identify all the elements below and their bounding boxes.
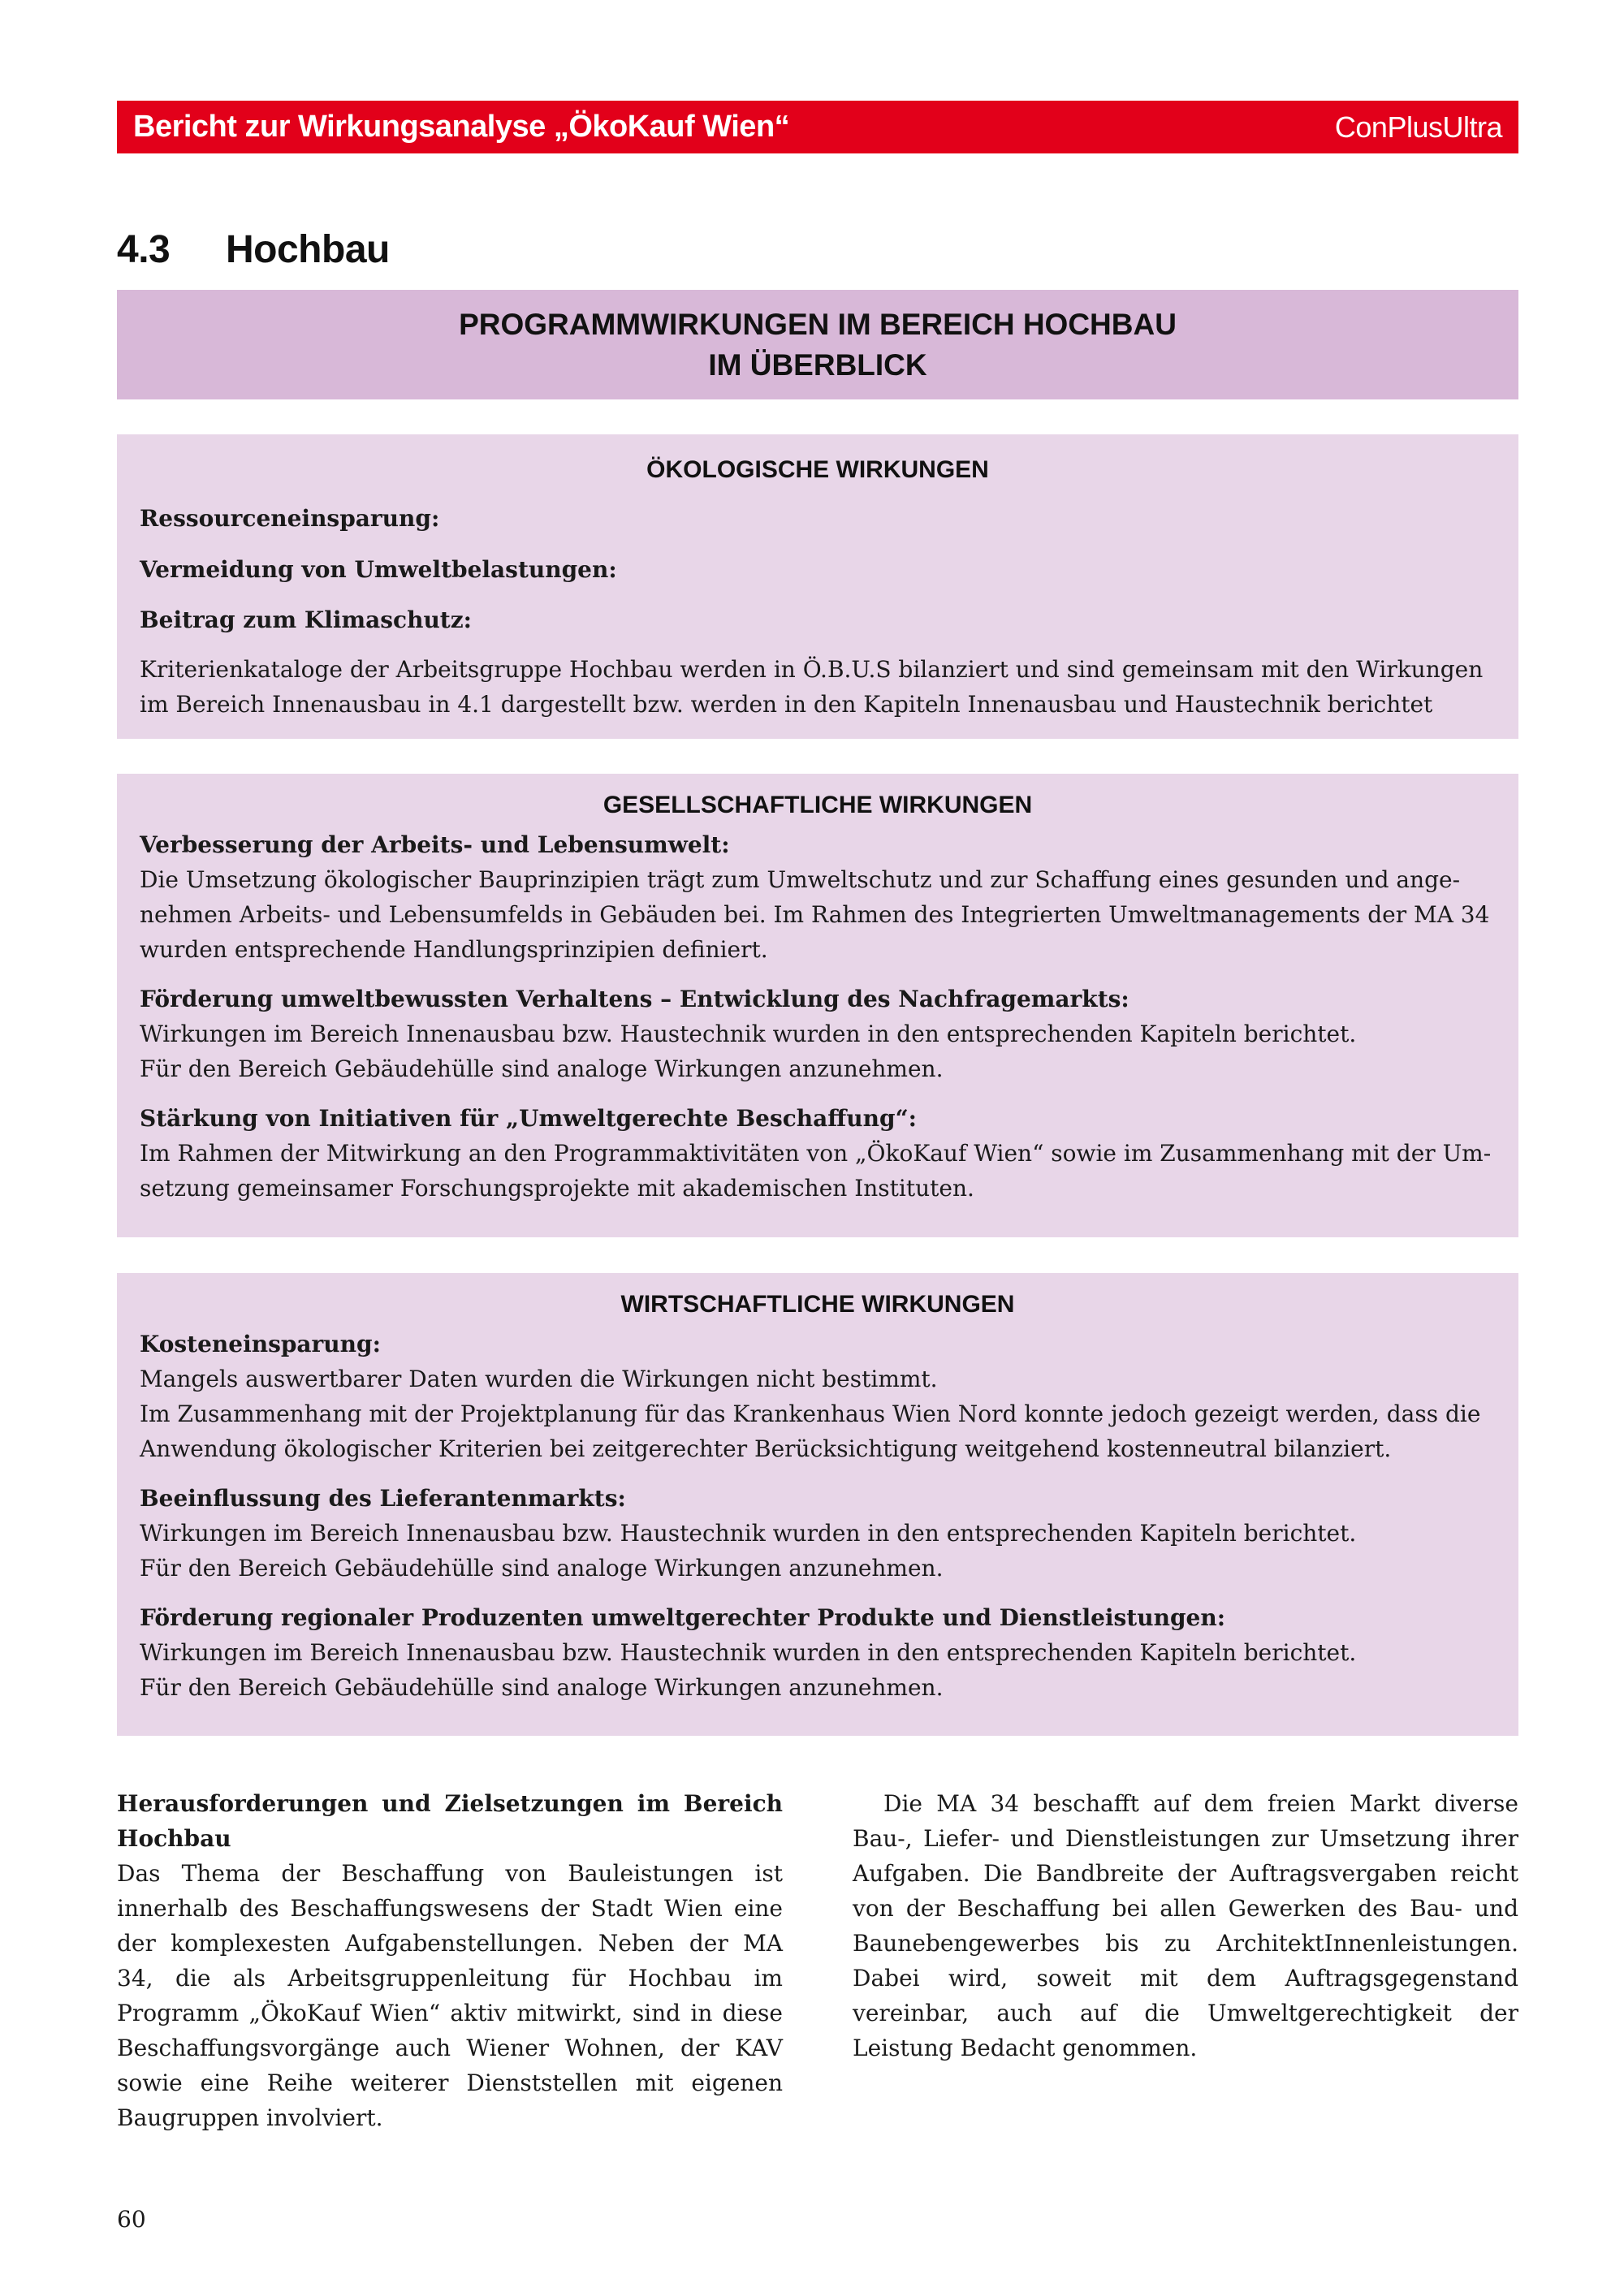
economic-effects-heading: WIRTSCHAFTLICHE WIRKUNGEN <box>620 1291 1015 1318</box>
ecological-item: Ressourceneinsparung: <box>140 505 440 532</box>
economic-effect-text-line: Wirkungen im Bereich Innenausbau bzw. Haustechnik wurden in den entsprechenden Kapiteln berichtet. <box>140 1520 1357 1547</box>
social-effect-item <box>140 827 1496 967</box>
ecological-effects-box <box>117 434 1518 739</box>
body-paragraph-right: Die MA 34 beschafft auf dem freien Markt diverse Bau-, Liefer- und Dienstleistungen zur Umsetzung ihrer Aufgaben. Die Bandbreite der Auftragsvergaben reicht von der Beschaffung bei allen Gewerken des Bau- und Baunebengewerbes bis zu ArchitektInnenleistungen. Dabei wird, soweit mit dem Auftragsgegenstand vereinbar, auch auf die Umweltgerechtigkeit der Leistung Bedacht genommen. <box>853 1790 1518 2061</box>
social-effect-label: Verbesserung der Arbeits- und Lebensumwelt: <box>140 831 730 858</box>
social-effect-label: Stärkung von Initiativen für „Umweltgerechte Beschaffung“: <box>140 1105 918 1132</box>
economic-effect-item <box>140 1327 1496 1466</box>
social-effect-text-line: nehmen Arbeits- und Lebensumfelds in Gebäuden bei. Im Rahmen des Integrierten Umweltmanagements der MA 34 <box>140 901 1490 928</box>
brand-name: ConPlusUltra <box>1334 110 1502 144</box>
economic-effect-text-line: Im Zusammenhang mit der Projektplanung für das Krankenhaus Wien Nord konnte jedoch gezeigt werden, dass die <box>140 1400 1481 1427</box>
overview-title-line-2: IM ÜBERBLICK <box>708 347 927 382</box>
social-effect-text-line: Wirkungen im Bereich Innenausbau bzw. Haustechnik wurden in den entsprechenden Kapiteln berichtet. <box>140 1021 1357 1047</box>
economic-effect-item <box>140 1481 1496 1586</box>
section-title: Hochbau <box>226 227 390 271</box>
report-title: Bericht zur Wirkungsanalyse „ÖkoKauf Wien“ <box>133 110 790 144</box>
social-effect-text-line: wurden entsprechende Handlungsprinzipien definiert. <box>140 936 768 963</box>
ecological-text-line: Kriterienkataloge der Arbeitsgruppe Hochbau werden in Ö.B.U.S bilanziert und sind gemeinsam mit den Wirkungen <box>140 656 1484 683</box>
social-effect-text-line: setzung gemeinsamer Forschungsprojekte mit akademischen Instituten. <box>140 1175 974 1202</box>
social-effect-item <box>140 1101 1496 1206</box>
section-heading <box>117 221 390 278</box>
social-effect-item <box>140 982 1496 1086</box>
economic-effect-text-line: Für den Bereich Gebäudehülle sind analoge Wirkungen anzunehmen. <box>140 1674 944 1701</box>
social-effect-text-line: Im Rahmen der Mitwirkung an den Programmaktivitäten von „ÖkoKauf Wien“ sowie im Zusammenhang mit der Um- <box>140 1140 1492 1167</box>
report-header-bar <box>117 101 1518 153</box>
social-effect-label: Förderung umweltbewussten Verhaltens – Entwicklung des Nachfragemarkts: <box>140 986 1129 1012</box>
economic-effect-label: Kosteneinsparung: <box>140 1331 381 1357</box>
economic-effect-item <box>140 1600 1496 1705</box>
body-paragraph-left: Das Thema der Beschaffung von Bauleistungen ist innerhalb des Beschaffungswesens der Stadt Wien eine der komplexesten Aufgabenstellungen. Neben der MA 34, die als Arbeitsgruppenleitung für Hochbau im Programm „ÖkoKauf Wien“ aktiv mitwirkt, sind in diese Beschaffungsvorgänge auch Wiener Wohnen, der KAV sowie eine Reihe weiterer Dienststellen mit eigenen Baugruppen involviert. <box>117 1860 783 2131</box>
social-effects-box <box>117 774 1518 1237</box>
ecological-effects-heading: ÖKOLOGISCHE WIRKUNGEN <box>646 456 989 483</box>
economic-effect-label: Förderung regionaler Produzenten umweltgerechter Produkte und Dienstleistungen: <box>140 1604 1226 1631</box>
economic-effect-label: Beeinflussung des Lieferantenmarkts: <box>140 1485 626 1512</box>
economic-effect-text-line: Für den Bereich Gebäudehülle sind analoge Wirkungen anzunehmen. <box>140 1555 944 1582</box>
body-subheading: Herausforderungen und Zielsetzungen im Bereich Hochbau <box>117 1790 783 1852</box>
social-effects-heading: GESELLSCHAFTLICHE WIRKUNGEN <box>603 792 1033 818</box>
social-effect-text-line: Die Umsetzung ökologischer Bauprinzipien trägt zum Umweltschutz und zur Schaffung eines gesunden und ange- <box>140 866 1461 893</box>
ecological-item: Vermeidung von Umweltbelastungen: <box>140 556 617 583</box>
body-column-right <box>853 1786 1518 2065</box>
economic-effect-text-line: Mangels auswertbarer Daten wurden die Wirkungen nicht bestimmt. <box>140 1366 938 1392</box>
economic-effect-text-line: Wirkungen im Bereich Innenausbau bzw. Haustechnik wurden in den entsprechenden Kapiteln berichtet. <box>140 1639 1357 1666</box>
ecological-text-line: im Bereich Innenausbau in 4.1 dargestellt bzw. werden in den Kapiteln Innenausbau und Haustechnik berichtet <box>140 691 1433 718</box>
social-effect-text-line: Für den Bereich Gebäudehülle sind analoge Wirkungen anzunehmen. <box>140 1055 944 1082</box>
page-number: 60 <box>117 2206 146 2233</box>
economic-effect-text-line: Anwendung ökologischer Kriterien bei zeitgerechter Berücksichtigung weitgehend kostenneutral bilanziert. <box>140 1435 1392 1462</box>
overview-box <box>117 290 1518 399</box>
body-column-left <box>117 1786 783 2135</box>
overview-title-line-1: PROGRAMMWIRKUNGEN IM BEREICH HOCHBAU <box>459 307 1177 341</box>
economic-effects-box <box>117 1273 1518 1736</box>
section-number: 4.3 <box>117 227 171 271</box>
ecological-item: Beitrag zum Klimaschutz: <box>140 606 472 633</box>
